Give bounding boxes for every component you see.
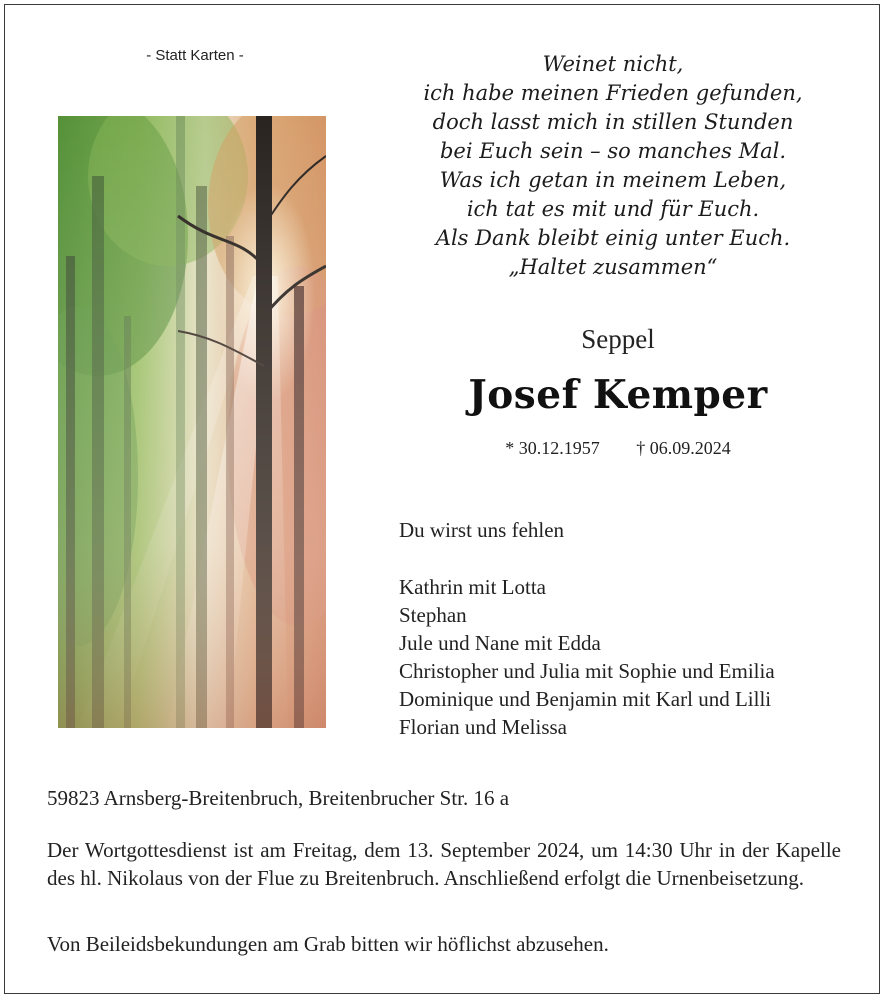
family-member: Kathrin mit Lotta: [399, 575, 546, 599]
poem: [388, 50, 838, 282]
service-info: Der Wortgottesdienst ist am Freitag, dem 13. September 2024, um 14:30 Uhr in der Kapelle des hl. Nikolaus von der Flue zu Breitenbruch. Anschließend erfolgt die Urnenbeisetzung.: [47, 838, 841, 890]
poem-line: ich habe meinen Frieden gefunden,: [423, 81, 803, 105]
birth-date: * 30.12.1957: [505, 438, 600, 458]
family-member: Stephan: [399, 603, 467, 627]
family-member: Jule und Nane mit Edda: [399, 631, 601, 655]
deceased-nickname: Seppel: [581, 324, 655, 354]
family-list: [399, 573, 775, 741]
farewell-text: Du wirst uns fehlen: [399, 518, 565, 542]
poem-line: bei Euch sein – so manches Mal.: [439, 139, 786, 163]
death-date: † 06.09.2024: [636, 438, 731, 458]
closing-note: Von Beileidsbekundungen am Grab bitten wir höflichst abzusehen.: [47, 932, 609, 956]
poem-line: „Haltet zusammen“: [508, 255, 718, 279]
poem-line: Weinet nicht,: [542, 52, 684, 76]
life-dates: [470, 438, 766, 459]
forest-image: [58, 116, 326, 728]
deceased-name: Josef Kemper: [468, 372, 768, 418]
family-member: Dominique und Benjamin mit Karl und Lilli: [399, 687, 772, 711]
poem-line: Als Dank bleibt einig unter Euch.: [435, 226, 791, 250]
family-member: Florian und Melissa: [399, 715, 567, 739]
poem-line: ich tat es mit und für Euch.: [466, 197, 760, 221]
family-member: Christopher und Julia mit Sophie und Emilia: [399, 659, 775, 683]
poem-line: Was ich getan in meinem Leben,: [439, 168, 787, 192]
poem-line: doch lasst mich in stillen Stunden: [432, 110, 794, 134]
statt-karten-note: - Statt Karten -: [146, 47, 244, 64]
address: 59823 Arnsberg-Breitenbruch, Breitenbrucher Str. 16 a: [47, 786, 510, 810]
